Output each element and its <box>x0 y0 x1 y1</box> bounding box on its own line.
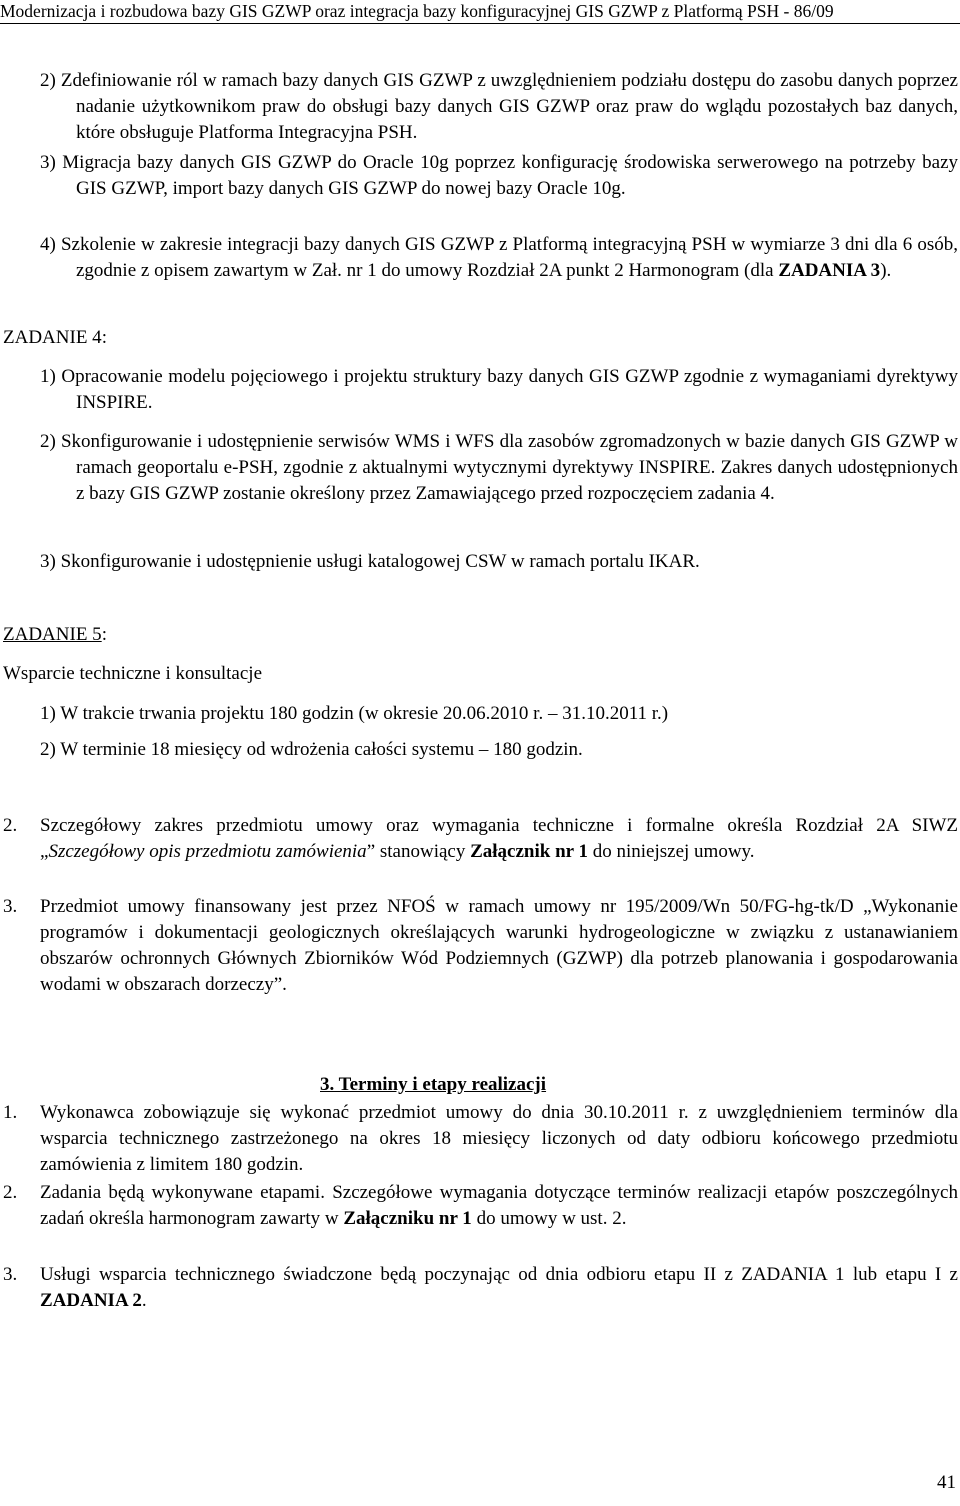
zad4-item-3: 3) Skonfigurowanie i udostępnienie usługi katalogowej CSW w ramach portalu IKAR. <box>40 551 700 572</box>
zad5-item-1: 1) W trakcie trwania projektu 180 godzin (w okresie 20.06.2010 r. – 31.10.2011 r.) <box>40 703 669 724</box>
running-header: Modernizacja i rozbudowa bazy GIS GZWP oraz integracja bazy konfiguracyjnej GIS GZWP z Platformą PSH - 86/09 <box>0 0 960 24</box>
s2-p2-b: ” stanowiący <box>366 841 471 862</box>
s3-p2-b: do umowy w ust. 2. <box>471 1208 627 1229</box>
s3-p3-a: Usługi wsparcia technicznego świadczone będą poczynając od dnia odbioru etapu II z ZADANIA 1 lub etapu I z <box>40 1264 958 1285</box>
section3-title-text: 3. Terminy i etapy realizacji <box>320 1074 547 1095</box>
page-number: 41 <box>937 1472 956 1493</box>
zad3-item-4-bold: ZADANIA 3 <box>778 260 881 281</box>
zad4-item-1: 1) Opracowanie modelu pojęciowego i projektu struktury bazy danych GIS GZWP zgodnie z wymaganiami dyrektywy INSPIRE. <box>40 366 958 413</box>
s3-p2-a: Zadania będą wykonywane etapami. Szczegółowe wymagania dotyczące terminów realizacji etapów poszczególnych zadań określa harmonogram zawarty w <box>40 1182 958 1229</box>
s3-p1-text: Wykonawca zobowiązuje się wykonać przedmiot umowy do dnia 30.10.2011 r. z uwzględnieniem terminów dla wsparcia technicznego zastrzeżonego na okres 18 miesięcy liczonych od daty odbioru końcowego przedmiotu zamówienia z limitem 180 godzin. <box>40 1102 958 1175</box>
s2-p2-bold: Załącznik nr 1 <box>470 841 588 862</box>
zad5-item-2: 2) W terminie 18 miesięcy od wdrożenia całości systemu – 180 godzin. <box>40 739 583 760</box>
zad4-colon: : <box>101 327 107 348</box>
s2-p2-text <box>40 813 958 865</box>
s3-p2-bold: Załączniku nr 1 <box>343 1208 472 1229</box>
s3-p3-bold: ZADANIA 2 <box>40 1290 142 1311</box>
zad4-item-2: 2) Skonfigurowanie i udostępnienie serwisów WMS i WFS dla zasobów zgromadzonych w bazie danych GIS GZWP w ramach geoportalu e-PSH, zgodnie z aktualnymi wytycznymi dyrektywy INSPIRE. Zakres danych udostępnionych z bazy GIS GZWP zostanie określony przez Zamawiającego przed rozpoczęciem zadania 4. <box>40 431 958 504</box>
s3-p1-number: 1. <box>3 1102 18 1123</box>
s2-p2-number: 2. <box>3 815 18 836</box>
zad4-heading <box>3 325 107 351</box>
s2-p2-italic: Szczegółowy opis przedmiotu zamówienia <box>48 841 367 862</box>
s2-p3-text: Przedmiot umowy finansowany jest przez NFOŚ w ramach umowy nr 195/2009/Wn 50/FG-hg-tk/D „Wykonanie programów i dokumentacji geologicznych określających warunki hydrogeologiczne w związku z ustanawianiem obszarów ochronnych Głównych Zbiorników Wód Podziemnych (GZWP) dla potrzeb planowania i gospodarowania wodami w obszarach dorzeczy”. <box>40 896 958 995</box>
zad3-item-2: 2) Zdefiniowanie ról w ramach bazy danych GIS GZWP z uwzględnieniem podziału dostępu do zasobu danych poprzez nadanie użytkownikom praw do obsługi bazy danych GIS GZWP oraz praw do wglądu pozostałych baz danych, które obsługuje Platforma Integracyjna PSH. <box>40 70 958 143</box>
section3-title <box>320 1072 546 1098</box>
zad5-label: ZADANIE 5 <box>3 624 102 645</box>
s2-p3-number: 3. <box>3 896 18 917</box>
s2-p2-c: do niniejszej umowy. <box>587 841 755 862</box>
s3-p2-number: 2. <box>3 1182 18 1203</box>
zad5-colon: : <box>101 624 107 645</box>
zad3-item-4-text: 4) Szkolenie w zakresie integracji bazy danych GIS GZWP z Platformą integracyjną PSH w wymiarze 3 dni dla 6 osób, zgodnie z opisem zawartym w Zał. nr 1 do umowy Rozdział 2A punkt 2 Harmonogram (dla <box>40 234 958 281</box>
zad3-item-3: 3) Migracja bazy danych GIS GZWP do Oracle 10g poprzez konfigurację środowiska serwerowego na potrzeby bazy GIS GZWP, import bazy danych GIS GZWP do nowej bazy Oracle 10g. <box>40 152 958 199</box>
s3-p3-number: 3. <box>3 1264 18 1285</box>
zad5-subtitle: Wsparcie techniczne i konsultacje <box>3 663 263 684</box>
zad4-label: ZADANIE 4 <box>3 327 102 348</box>
s3-p3-text <box>40 1262 958 1314</box>
s3-p2-text <box>40 1180 958 1232</box>
zad5-heading <box>3 622 107 648</box>
s2-p2-a: Szczegółowy zakres przedmiotu umowy oraz wymagania techniczne i formalne określa Rozdział 2A SIWZ „ <box>40 815 958 862</box>
s3-p3-b: . <box>141 1290 147 1311</box>
zad3-item-4-end: ). <box>880 260 892 281</box>
zad3-item-4 <box>40 232 958 284</box>
